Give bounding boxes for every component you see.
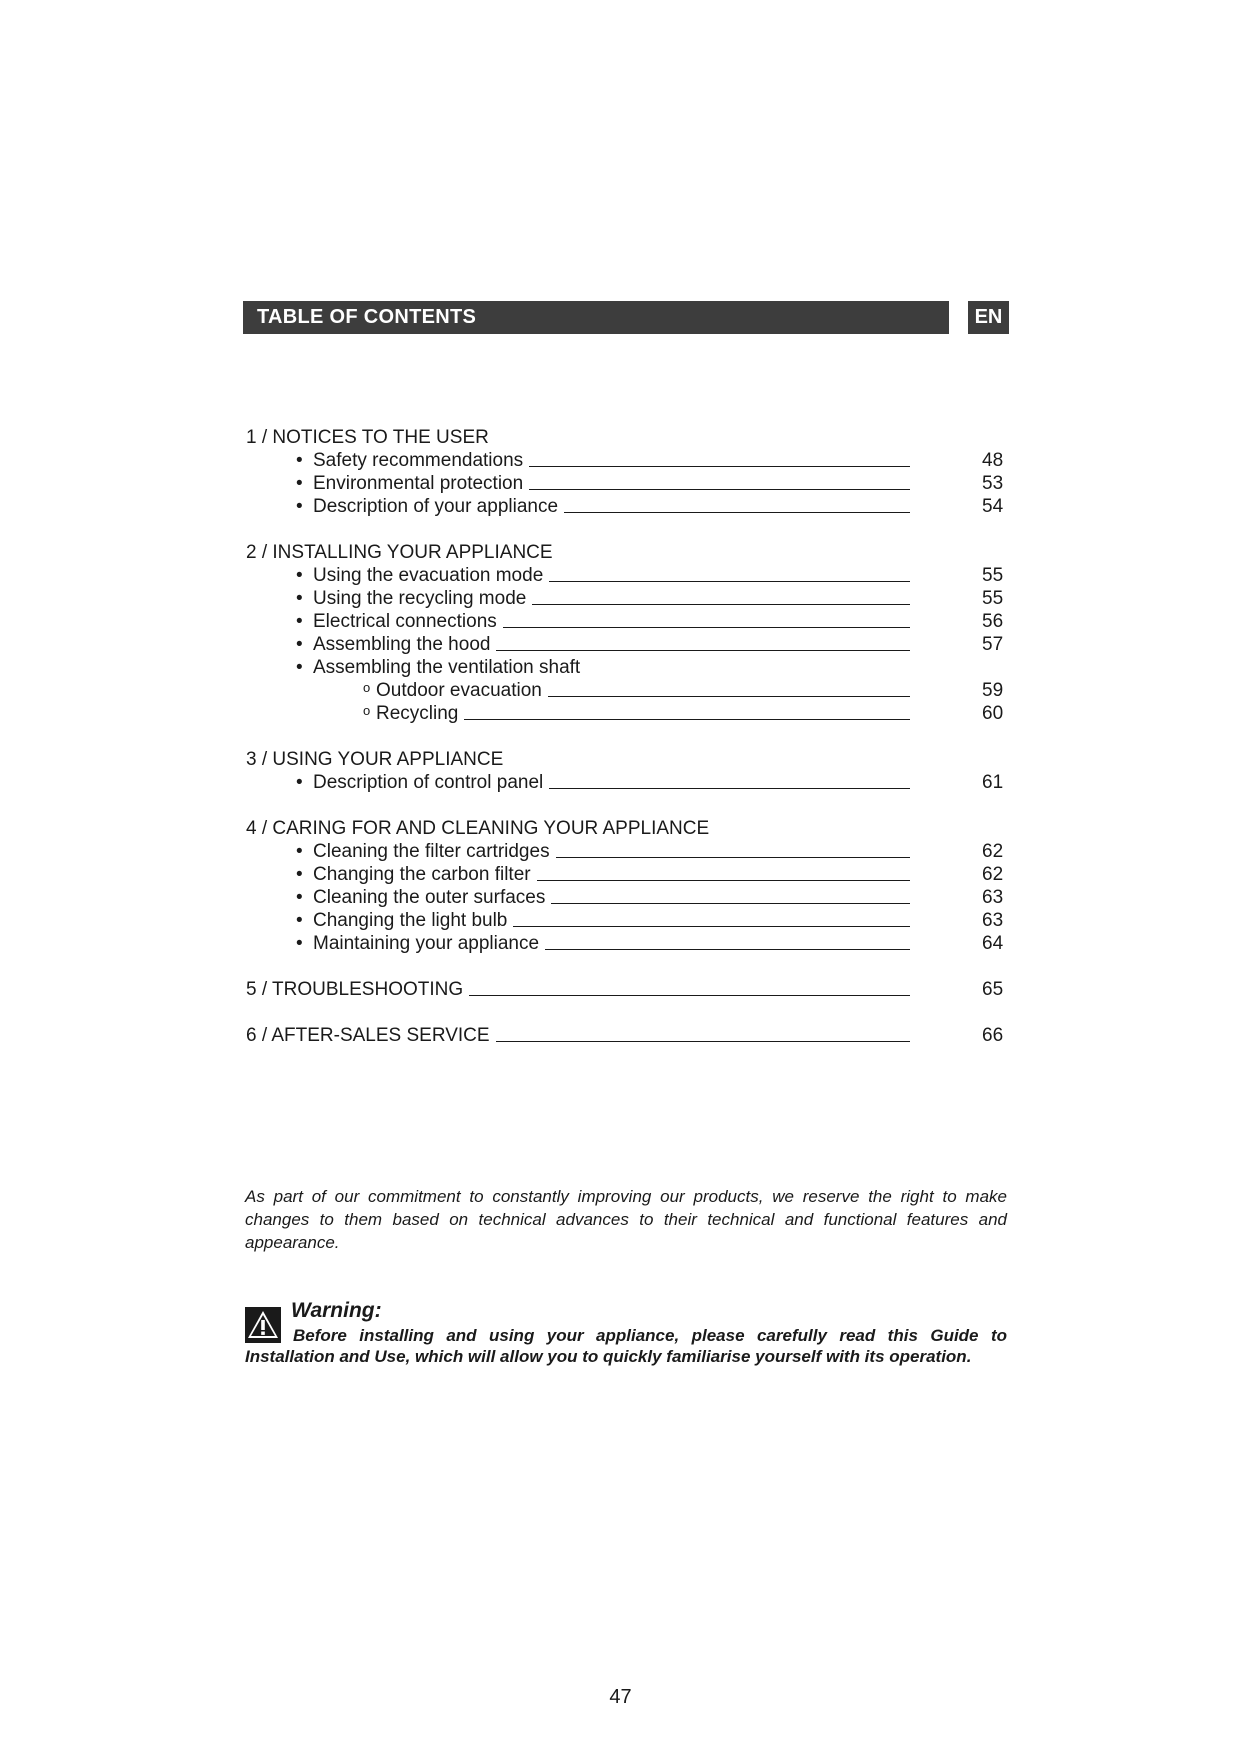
bullet-icon: • — [296, 864, 303, 885]
toc-leader-line — [464, 719, 910, 720]
toc-entry-label: Recycling — [376, 703, 459, 724]
toc-entry — [246, 495, 1006, 518]
toc-section-row — [246, 978, 1006, 1001]
toc-entry — [246, 702, 1006, 725]
toc-entry — [246, 679, 1006, 702]
toc-entry — [246, 840, 1006, 863]
toc-section — [246, 748, 1006, 794]
toc-section-title: 4 / CARING FOR AND CLEANING YOUR APPLIANCE — [246, 818, 710, 839]
circle-bullet-icon: o — [363, 680, 371, 695]
toc-entry-label: Description of your appliance — [313, 496, 559, 517]
toc-leader-line — [532, 604, 910, 605]
toc-entry — [246, 472, 1006, 495]
bullet-icon: • — [296, 565, 303, 586]
toc-entry — [246, 863, 1006, 886]
bullet-icon: • — [296, 473, 303, 494]
toc-section-title: 2 / INSTALLING YOUR APPLIANCE — [246, 542, 553, 563]
toc-page-number: 62 — [982, 841, 1004, 862]
toc-entry-label: Changing the carbon filter — [313, 864, 531, 885]
toc-entry — [246, 610, 1006, 633]
toc-entry-label: Assembling the hood — [313, 634, 491, 655]
toc-page-number: 54 — [982, 496, 1004, 517]
warning-text: Before installing and using your appliance, please carefully read this Guide to Installation and Use, which will allow you to quickly familiarise yourself with its operation. — [245, 1326, 1007, 1366]
toc-entry — [246, 564, 1006, 587]
toc-entry — [246, 909, 1006, 932]
table-of-contents — [246, 426, 1006, 1070]
toc-page-number: 64 — [982, 933, 1004, 954]
toc-section — [246, 1024, 1006, 1047]
toc-page-number: 59 — [982, 680, 1004, 701]
bullet-icon: • — [296, 496, 303, 517]
toc-entry-label: Outdoor evacuation — [376, 680, 542, 701]
disclaimer-text: As part of our commitment to constantly improving our products, we reserve the right to make changes to them based on technical advances to their technical and functional features and appearance. — [245, 1187, 1007, 1252]
toc-leader-line — [496, 1041, 910, 1042]
toc-section-title: 3 / USING YOUR APPLIANCE — [246, 749, 504, 770]
toc-entry — [246, 932, 1006, 955]
toc-leader-line — [503, 627, 910, 628]
toc-entry-label: Using the recycling mode — [313, 588, 527, 609]
toc-page-number: 53 — [982, 473, 1004, 494]
bullet-icon: • — [296, 910, 303, 931]
toc-leader-line — [556, 857, 910, 858]
bullet-icon: • — [296, 450, 303, 471]
toc-entry-label: Environmental protection — [313, 473, 524, 494]
toc-leader-line — [549, 788, 910, 789]
toc-section — [246, 978, 1006, 1001]
toc-section-title: 5 / TROUBLESHOOTING — [246, 979, 464, 1000]
circle-bullet-icon: o — [363, 703, 371, 718]
toc-section-title: 6 / AFTER-SALES SERVICE — [246, 1025, 490, 1046]
toc-leader-line — [545, 949, 910, 950]
toc-leader-line — [529, 466, 910, 467]
toc-entry-label: Changing the light bulb — [313, 910, 508, 931]
toc-page-number: 65 — [982, 979, 1004, 1000]
toc-page-number: 56 — [982, 611, 1004, 632]
toc-entry-label: Cleaning the outer surfaces — [313, 887, 546, 908]
toc-page-number: 66 — [982, 1025, 1004, 1046]
toc-entry-label: Safety recommendations — [313, 450, 524, 471]
toc-leader-line — [551, 903, 910, 904]
toc-entry-label: Maintaining your appliance — [313, 933, 540, 954]
toc-page-number: 63 — [982, 910, 1004, 931]
toc-section — [246, 426, 1006, 518]
toc-page-number: 63 — [982, 887, 1004, 908]
toc-section-title: 1 / NOTICES TO THE USER — [246, 427, 489, 448]
toc-leader-line — [537, 880, 910, 881]
bullet-icon: • — [296, 841, 303, 862]
toc-page-number: 61 — [982, 772, 1004, 793]
toc-section-row — [246, 541, 1006, 564]
language-badge: EN — [968, 301, 1009, 334]
bullet-icon: • — [296, 634, 303, 655]
page-number: 47 — [609, 1686, 632, 1708]
warning-title: Warning: — [291, 1299, 382, 1322]
bullet-icon: • — [296, 933, 303, 954]
toc-leader-line — [548, 696, 910, 697]
toc-entry-label: Assembling the ventilation shaft — [313, 657, 581, 678]
toc-leader-line — [549, 581, 910, 582]
toc-section-row — [246, 426, 1006, 449]
bullet-icon: • — [296, 772, 303, 793]
toc-entry-label: Using the evacuation mode — [313, 565, 544, 586]
toc-entry-label: Electrical connections — [313, 611, 497, 632]
toc-entry — [246, 633, 1006, 656]
toc-page-number: 55 — [982, 565, 1004, 586]
toc-entry — [246, 886, 1006, 909]
toc-entry — [246, 587, 1006, 610]
bullet-icon: • — [296, 611, 303, 632]
toc-section-row — [246, 748, 1006, 771]
toc-leader-line — [564, 512, 910, 513]
toc-section-row — [246, 1024, 1006, 1047]
bullet-icon: • — [296, 657, 303, 678]
toc-entry-label: Description of control panel — [313, 772, 544, 793]
toc-page-number: 60 — [982, 703, 1004, 724]
toc-header: TABLE OF CONTENTS — [243, 301, 949, 334]
toc-entry — [246, 449, 1006, 472]
toc-leader-line — [529, 489, 910, 490]
toc-entry — [246, 771, 1006, 794]
toc-leader-line — [469, 995, 910, 996]
toc-leader-line — [496, 650, 910, 651]
toc-entry-label: Cleaning the filter cartridges — [313, 841, 550, 862]
toc-page-number: 55 — [982, 588, 1004, 609]
toc-page-number: 62 — [982, 864, 1004, 885]
bullet-icon: • — [296, 887, 303, 908]
toc-section — [246, 817, 1006, 955]
toc-section — [246, 541, 1006, 725]
bullet-icon: • — [296, 588, 303, 609]
toc-page-number: 48 — [982, 450, 1004, 471]
toc-section-row — [246, 817, 1006, 840]
toc-page-number: 57 — [982, 634, 1004, 655]
toc-entry — [246, 656, 1006, 679]
toc-leader-line — [513, 926, 910, 927]
